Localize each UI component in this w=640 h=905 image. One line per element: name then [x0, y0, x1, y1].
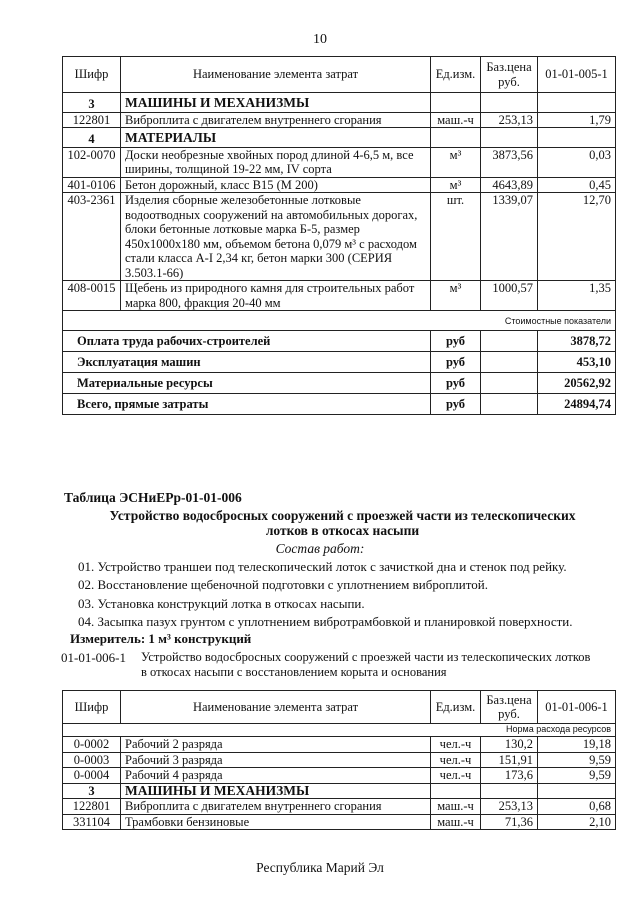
total-unit: руб	[431, 331, 481, 352]
page-footer: Республика Марий Эл	[256, 860, 384, 875]
row-price: 1339,07	[481, 193, 538, 281]
measure-unit: Измеритель: 1 м³ конструкций	[70, 631, 252, 646]
row-code: 408-0015	[63, 281, 121, 311]
row-code: 122801	[63, 799, 121, 815]
table-title: Таблица ЭСНиЕРр-01-01-006	[64, 490, 242, 505]
table-row	[63, 177, 616, 193]
total-unit: руб	[431, 352, 481, 373]
section-number: 3	[63, 783, 121, 799]
total-label: Эксплуатация машин	[63, 352, 431, 373]
row-name: Рабочий 4 разряда	[121, 768, 431, 784]
row-price: 1000,57	[481, 281, 538, 311]
row-unit: м³	[431, 177, 481, 193]
header-norm: 01-01-005-1	[538, 57, 616, 93]
section-title: МАШИНЫ И МЕХАНИЗМЫ	[121, 783, 431, 799]
row-price: 71,36	[481, 814, 538, 830]
total-row	[63, 352, 616, 373]
row-code: 122801	[63, 112, 121, 128]
table-row	[63, 768, 616, 784]
row-unit: чел.-ч	[431, 768, 481, 784]
header-norm: 01-01-006-1	[538, 691, 616, 724]
total-row	[63, 394, 616, 415]
total-value: 20562,92	[538, 373, 616, 394]
row-price: 151,91	[481, 752, 538, 768]
row-qty: 1,35	[538, 281, 616, 311]
total-label: Всего, прямые затраты	[63, 394, 431, 415]
header-name: Наименование элемента затрат	[121, 691, 431, 724]
row-unit: м³	[431, 147, 481, 177]
row-qty: 9,59	[538, 752, 616, 768]
row-code: 102-0070	[63, 147, 121, 177]
row-unit: чел.-ч	[431, 737, 481, 753]
row-name: Виброплита с двигателем внутреннего сгорания	[121, 112, 431, 128]
row-qty: 19,18	[538, 737, 616, 753]
section-title: МАШИНЫ И МЕХАНИЗМЫ	[121, 93, 431, 113]
work-item: 03. Установка конструкций лотка в откосах насыпи.	[78, 596, 365, 611]
header-code: Шифр	[63, 57, 121, 93]
row-name: Трамбовки бензиновые	[121, 814, 431, 830]
row-code: 0-0004	[63, 768, 121, 784]
total-unit: руб	[431, 394, 481, 415]
section-number: 4	[63, 128, 121, 148]
table-row	[63, 814, 616, 830]
row-qty: 1,79	[538, 112, 616, 128]
row-name: Виброплита с двигателем внутреннего сгорания	[121, 799, 431, 815]
row-qty: 2,10	[538, 814, 616, 830]
row-unit: маш.-ч	[431, 799, 481, 815]
header-name: Наименование элемента затрат	[121, 57, 431, 93]
total-value: 3878,72	[538, 331, 616, 352]
section-number: 3	[63, 93, 121, 113]
header-price: Баз.цена руб.	[481, 57, 538, 93]
row-code: 401-0106	[63, 177, 121, 193]
cost-caption: Стоимостные показатели	[63, 311, 616, 331]
header-unit: Ед.изм.	[431, 57, 481, 93]
row-code: 0-0002	[63, 737, 121, 753]
row-code: 403-2361	[63, 193, 121, 281]
row-qty: 0,45	[538, 177, 616, 193]
total-label: Материальные ресурсы	[63, 373, 431, 394]
table-row	[63, 193, 616, 281]
row-qty: 12,70	[538, 193, 616, 281]
section-title: МАТЕРИАЛЫ	[121, 128, 431, 148]
table-row	[63, 281, 616, 311]
row-price: 130,2	[481, 737, 538, 753]
work-item: 01. Устройство траншеи под телескопический лоток с зачисткой дна и стенок под рейку.	[78, 559, 567, 574]
row-name: Изделия сборные железобетонные лотковые водоотводных сооружений на автомобильных дорогах, блоки бетонные лотковые марка Б-5, размер 450x1000x180 мм, объемом бетона 0,079 м³ с расходом стали класса А-I 2,34 кг, бетон марки 300 (СЕРИЯ 3.503.1-66)	[121, 193, 431, 281]
item-description-cont: в откосах насыпи с восстановлением корыта и основания	[141, 665, 447, 679]
table-row	[63, 737, 616, 753]
row-code: 0-0003	[63, 752, 121, 768]
header-unit: Ед.изм.	[431, 691, 481, 724]
row-name: Доски необрезные хвойных пород длиной 4-6,5 м, все ширины, толщиной 19-22 мм, IV сорта	[121, 147, 431, 177]
row-unit: маш.-ч	[431, 112, 481, 128]
total-value: 453,10	[538, 352, 616, 373]
header-price: Баз.цена руб.	[481, 691, 538, 724]
row-unit: чел.-ч	[431, 752, 481, 768]
row-name: Бетон дорожный, класс B15 (M 200)	[121, 177, 431, 193]
total-label: Оплата труда рабочих-строителей	[63, 331, 431, 352]
row-code: 331104	[63, 814, 121, 830]
resource-table-1	[62, 56, 616, 415]
row-price: 3873,56	[481, 147, 538, 177]
row-unit: м³	[431, 281, 481, 311]
row-unit: маш.-ч	[431, 814, 481, 830]
row-qty: 0,68	[538, 799, 616, 815]
work-item: 04. Засыпка пазух грунтом с уплотнением вибротрамбовкой и планировкой поверхности.	[78, 614, 573, 629]
section-heading: Устройство водосбросных сооружений с проезжей части из телескопических лотков в откосах насыпи	[109, 508, 576, 538]
row-name: Рабочий 3 разряда	[121, 752, 431, 768]
works-title: Состав работ:	[275, 541, 365, 556]
table-row	[63, 147, 616, 177]
row-name: Рабочий 2 разряда	[121, 737, 431, 753]
total-row	[63, 331, 616, 352]
norm-caption: Норма расхода ресурсов	[63, 724, 616, 737]
total-row	[63, 373, 616, 394]
row-price: 253,13	[481, 799, 538, 815]
row-name: Щебень из природного камня для строительных работ марка 800, фракция 20-40 мм	[121, 281, 431, 311]
row-qty: 9,59	[538, 768, 616, 784]
row-price: 173,6	[481, 768, 538, 784]
row-price: 253,13	[481, 112, 538, 128]
row-qty: 0,03	[538, 147, 616, 177]
resource-table-2	[62, 690, 616, 830]
work-item: 02. Восстановление щебеночной подготовки с уплотнением виброплитой.	[78, 577, 488, 592]
row-unit: шт.	[431, 193, 481, 281]
header-code: Шифр	[63, 691, 121, 724]
page-number: 10	[313, 32, 327, 47]
total-value: 24894,74	[538, 394, 616, 415]
table-row	[63, 112, 616, 128]
item-code: 01-01-006-1	[61, 650, 126, 665]
total-unit: руб	[431, 373, 481, 394]
table-row	[63, 799, 616, 815]
row-price: 4643,89	[481, 177, 538, 193]
table-row	[63, 752, 616, 768]
item-description: Устройство водосбросных сооружений с проезжей части из телескопических лотков	[141, 650, 591, 664]
